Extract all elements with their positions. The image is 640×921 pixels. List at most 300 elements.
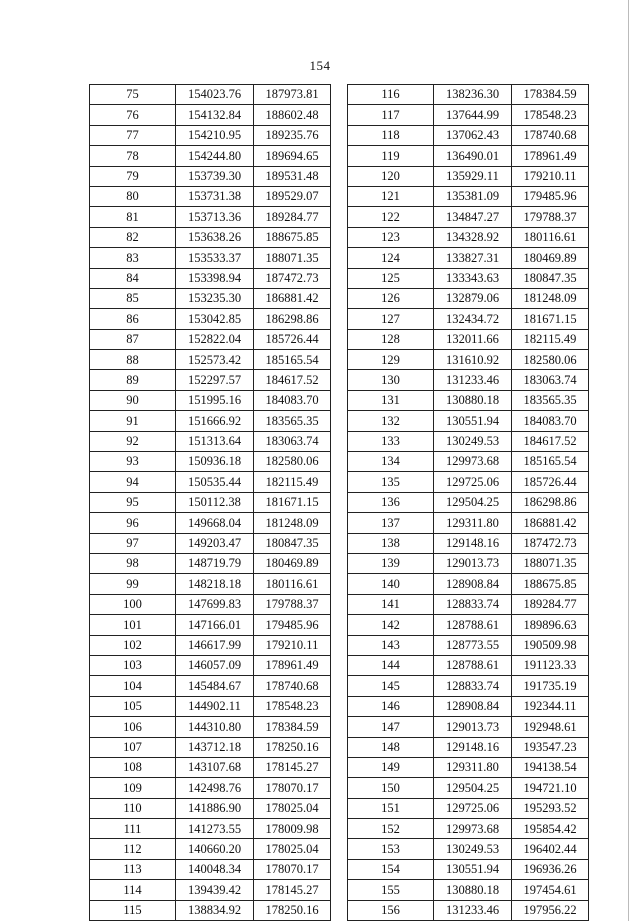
point-number-cell: 105 xyxy=(90,696,176,716)
table-row xyxy=(348,390,589,410)
table-row xyxy=(348,737,589,757)
point-number-cell: 108 xyxy=(90,757,176,777)
table-row xyxy=(90,696,331,716)
point-number-cell: 113 xyxy=(90,859,176,879)
x-coordinate-cell: 153739.30 xyxy=(176,166,254,186)
y-coordinate-cell: 189235.76 xyxy=(254,125,331,145)
point-number-cell: 102 xyxy=(90,635,176,655)
point-number-cell: 136 xyxy=(348,492,434,512)
point-number-cell: 131 xyxy=(348,390,434,410)
point-number-cell: 123 xyxy=(348,227,434,247)
table-body-right xyxy=(348,85,589,921)
y-coordinate-cell: 188675.85 xyxy=(512,574,589,594)
table-row xyxy=(90,329,331,349)
table-row xyxy=(348,411,589,431)
x-coordinate-cell: 153638.26 xyxy=(176,227,254,247)
point-number-cell: 93 xyxy=(90,452,176,472)
point-number-cell: 106 xyxy=(90,717,176,737)
point-number-cell: 141 xyxy=(348,594,434,614)
x-coordinate-cell: 147699.83 xyxy=(176,594,254,614)
table-row xyxy=(90,452,331,472)
y-coordinate-cell: 190509.98 xyxy=(512,635,589,655)
x-coordinate-cell: 149668.04 xyxy=(176,513,254,533)
y-coordinate-cell: 178961.49 xyxy=(512,146,589,166)
y-coordinate-cell: 186881.42 xyxy=(512,513,589,533)
y-coordinate-cell: 182580.06 xyxy=(254,452,331,472)
y-coordinate-cell: 193547.23 xyxy=(512,737,589,757)
table-row xyxy=(90,676,331,696)
point-number-cell: 122 xyxy=(348,207,434,227)
table-row xyxy=(348,859,589,879)
x-coordinate-cell: 128908.84 xyxy=(434,696,512,716)
coordinate-table-right xyxy=(347,84,589,921)
y-coordinate-cell: 189284.77 xyxy=(512,594,589,614)
point-number-cell: 143 xyxy=(348,635,434,655)
point-number-cell: 84 xyxy=(90,268,176,288)
table-row xyxy=(90,574,331,594)
table-body-left xyxy=(90,85,331,921)
x-coordinate-cell: 129148.16 xyxy=(434,737,512,757)
point-number-cell: 156 xyxy=(348,900,434,920)
point-number-cell: 78 xyxy=(90,146,176,166)
x-coordinate-cell: 151995.16 xyxy=(176,390,254,410)
table-row xyxy=(90,513,331,533)
table-row xyxy=(348,227,589,247)
point-number-cell: 128 xyxy=(348,329,434,349)
y-coordinate-cell: 184617.52 xyxy=(512,431,589,451)
x-coordinate-cell: 131610.92 xyxy=(434,350,512,370)
y-coordinate-cell: 189896.63 xyxy=(512,615,589,635)
x-coordinate-cell: 139439.42 xyxy=(176,880,254,900)
table-row xyxy=(348,329,589,349)
y-coordinate-cell: 181671.15 xyxy=(512,309,589,329)
table-row xyxy=(348,513,589,533)
y-coordinate-cell: 180469.89 xyxy=(254,553,331,573)
table-row xyxy=(90,594,331,614)
y-coordinate-cell: 181248.09 xyxy=(254,513,331,533)
point-number-cell: 142 xyxy=(348,615,434,635)
x-coordinate-cell: 129504.25 xyxy=(434,778,512,798)
x-coordinate-cell: 129973.68 xyxy=(434,452,512,472)
y-coordinate-cell: 181671.15 xyxy=(254,492,331,512)
y-coordinate-cell: 188602.48 xyxy=(254,105,331,125)
table-row xyxy=(348,431,589,451)
x-coordinate-cell: 143712.18 xyxy=(176,737,254,757)
y-coordinate-cell: 182580.06 xyxy=(512,350,589,370)
x-coordinate-cell: 154210.95 xyxy=(176,125,254,145)
point-number-cell: 148 xyxy=(348,737,434,757)
y-coordinate-cell: 180116.61 xyxy=(512,227,589,247)
table-row xyxy=(348,350,589,370)
y-coordinate-cell: 181248.09 xyxy=(512,288,589,308)
point-number-cell: 80 xyxy=(90,186,176,206)
table-row xyxy=(90,553,331,573)
y-coordinate-cell: 183565.35 xyxy=(512,390,589,410)
table-row xyxy=(90,350,331,370)
y-coordinate-cell: 186298.86 xyxy=(512,492,589,512)
x-coordinate-cell: 130249.53 xyxy=(434,431,512,451)
x-coordinate-cell: 153398.94 xyxy=(176,268,254,288)
table-row xyxy=(90,268,331,288)
y-coordinate-cell: 185726.44 xyxy=(512,472,589,492)
x-coordinate-cell: 133343.63 xyxy=(434,268,512,288)
y-coordinate-cell: 185165.54 xyxy=(254,350,331,370)
table-row xyxy=(90,146,331,166)
page-edge-divider xyxy=(628,0,629,921)
point-number-cell: 138 xyxy=(348,533,434,553)
y-coordinate-cell: 178070.17 xyxy=(254,859,331,879)
y-coordinate-cell: 187973.81 xyxy=(254,85,331,105)
point-number-cell: 120 xyxy=(348,166,434,186)
point-number-cell: 91 xyxy=(90,411,176,431)
table-row xyxy=(348,472,589,492)
point-number-cell: 88 xyxy=(90,350,176,370)
x-coordinate-cell: 135381.09 xyxy=(434,186,512,206)
x-coordinate-cell: 130551.94 xyxy=(434,859,512,879)
table-row xyxy=(90,227,331,247)
table-row xyxy=(90,655,331,675)
x-coordinate-cell: 144902.11 xyxy=(176,696,254,716)
point-number-cell: 144 xyxy=(348,655,434,675)
x-coordinate-cell: 129311.80 xyxy=(434,513,512,533)
x-coordinate-cell: 143107.68 xyxy=(176,757,254,777)
x-coordinate-cell: 135929.11 xyxy=(434,166,512,186)
table-row xyxy=(90,105,331,125)
y-coordinate-cell: 195293.52 xyxy=(512,798,589,818)
x-coordinate-cell: 153042.85 xyxy=(176,309,254,329)
x-coordinate-cell: 148719.79 xyxy=(176,553,254,573)
y-coordinate-cell: 178740.68 xyxy=(512,125,589,145)
y-coordinate-cell: 179210.11 xyxy=(512,166,589,186)
y-coordinate-cell: 178740.68 xyxy=(254,676,331,696)
point-number-cell: 139 xyxy=(348,553,434,573)
x-coordinate-cell: 153713.36 xyxy=(176,207,254,227)
y-coordinate-cell: 179788.37 xyxy=(254,594,331,614)
point-number-cell: 111 xyxy=(90,819,176,839)
table-row xyxy=(348,268,589,288)
x-coordinate-cell: 148218.18 xyxy=(176,574,254,594)
x-coordinate-cell: 153731.38 xyxy=(176,186,254,206)
y-coordinate-cell: 187472.73 xyxy=(512,533,589,553)
table-row xyxy=(90,370,331,390)
table-row xyxy=(348,880,589,900)
table-row xyxy=(90,778,331,798)
table-row xyxy=(348,452,589,472)
x-coordinate-cell: 152822.04 xyxy=(176,329,254,349)
point-number-cell: 151 xyxy=(348,798,434,818)
point-number-cell: 96 xyxy=(90,513,176,533)
point-number-cell: 135 xyxy=(348,472,434,492)
point-number-cell: 81 xyxy=(90,207,176,227)
point-number-cell: 86 xyxy=(90,309,176,329)
point-number-cell: 129 xyxy=(348,350,434,370)
table-row xyxy=(348,839,589,859)
x-coordinate-cell: 145484.67 xyxy=(176,676,254,696)
table-row xyxy=(348,105,589,125)
x-coordinate-cell: 146057.09 xyxy=(176,655,254,675)
x-coordinate-cell: 129725.06 xyxy=(434,798,512,818)
table-row xyxy=(90,880,331,900)
page-number: 154 xyxy=(309,58,331,73)
table-row xyxy=(348,615,589,635)
x-coordinate-cell: 130880.18 xyxy=(434,880,512,900)
point-number-cell: 90 xyxy=(90,390,176,410)
y-coordinate-cell: 179485.96 xyxy=(254,615,331,635)
point-number-cell: 125 xyxy=(348,268,434,288)
y-coordinate-cell: 186298.86 xyxy=(254,309,331,329)
y-coordinate-cell: 189529.07 xyxy=(254,186,331,206)
point-number-cell: 97 xyxy=(90,533,176,553)
x-coordinate-cell: 130880.18 xyxy=(434,390,512,410)
point-number-cell: 127 xyxy=(348,309,434,329)
x-coordinate-cell: 138834.92 xyxy=(176,900,254,920)
point-number-cell: 100 xyxy=(90,594,176,614)
table-row xyxy=(348,594,589,614)
table-row xyxy=(90,819,331,839)
y-coordinate-cell: 183063.74 xyxy=(254,431,331,451)
table-row xyxy=(90,207,331,227)
y-coordinate-cell: 178961.49 xyxy=(254,655,331,675)
y-coordinate-cell: 180469.89 xyxy=(512,248,589,268)
x-coordinate-cell: 152297.57 xyxy=(176,370,254,390)
point-number-cell: 150 xyxy=(348,778,434,798)
y-coordinate-cell: 182115.49 xyxy=(254,472,331,492)
y-coordinate-cell: 180847.35 xyxy=(254,533,331,553)
point-number-cell: 103 xyxy=(90,655,176,675)
point-number-cell: 119 xyxy=(348,146,434,166)
y-coordinate-cell: 180847.35 xyxy=(512,268,589,288)
point-number-cell: 112 xyxy=(90,839,176,859)
point-number-cell: 118 xyxy=(348,125,434,145)
y-coordinate-cell: 185726.44 xyxy=(254,329,331,349)
y-coordinate-cell: 184083.70 xyxy=(254,390,331,410)
y-coordinate-cell: 178070.17 xyxy=(254,778,331,798)
point-number-cell: 82 xyxy=(90,227,176,247)
y-coordinate-cell: 188675.85 xyxy=(254,227,331,247)
point-number-cell: 99 xyxy=(90,574,176,594)
coordinate-table-left xyxy=(89,84,331,921)
table-row xyxy=(90,411,331,431)
x-coordinate-cell: 150936.18 xyxy=(176,452,254,472)
point-number-cell: 89 xyxy=(90,370,176,390)
x-coordinate-cell: 136490.01 xyxy=(434,146,512,166)
table-row xyxy=(90,492,331,512)
x-coordinate-cell: 129504.25 xyxy=(434,492,512,512)
x-coordinate-cell: 153533.37 xyxy=(176,248,254,268)
table-row xyxy=(348,166,589,186)
x-coordinate-cell: 130551.94 xyxy=(434,411,512,431)
y-coordinate-cell: 178009.98 xyxy=(254,819,331,839)
y-coordinate-cell: 178145.27 xyxy=(254,880,331,900)
table-row xyxy=(90,737,331,757)
y-coordinate-cell: 194721.10 xyxy=(512,778,589,798)
x-coordinate-cell: 146617.99 xyxy=(176,635,254,655)
table-row xyxy=(348,309,589,329)
x-coordinate-cell: 129725.06 xyxy=(434,472,512,492)
table-row xyxy=(348,635,589,655)
point-number-cell: 154 xyxy=(348,859,434,879)
y-coordinate-cell: 188071.35 xyxy=(512,553,589,573)
table-row xyxy=(90,757,331,777)
point-number-cell: 107 xyxy=(90,737,176,757)
table-row xyxy=(90,900,331,920)
point-number-cell: 76 xyxy=(90,105,176,125)
x-coordinate-cell: 154023.76 xyxy=(176,85,254,105)
x-coordinate-cell: 132434.72 xyxy=(434,309,512,329)
table-row xyxy=(90,798,331,818)
table-row xyxy=(348,655,589,675)
x-coordinate-cell: 128788.61 xyxy=(434,655,512,675)
x-coordinate-cell: 129148.16 xyxy=(434,533,512,553)
y-coordinate-cell: 179485.96 xyxy=(512,186,589,206)
point-number-cell: 75 xyxy=(90,85,176,105)
x-coordinate-cell: 128908.84 xyxy=(434,574,512,594)
y-coordinate-cell: 180116.61 xyxy=(254,574,331,594)
x-coordinate-cell: 141273.55 xyxy=(176,819,254,839)
x-coordinate-cell: 140660.20 xyxy=(176,839,254,859)
point-number-cell: 92 xyxy=(90,431,176,451)
point-number-cell: 98 xyxy=(90,553,176,573)
point-number-cell: 152 xyxy=(348,819,434,839)
point-number-cell: 121 xyxy=(348,186,434,206)
x-coordinate-cell: 137644.99 xyxy=(434,105,512,125)
y-coordinate-cell: 191735.19 xyxy=(512,676,589,696)
table-row xyxy=(90,533,331,553)
table-row xyxy=(90,166,331,186)
table-row xyxy=(90,635,331,655)
x-coordinate-cell: 138236.30 xyxy=(434,85,512,105)
table-row xyxy=(90,186,331,206)
table-row xyxy=(348,288,589,308)
y-coordinate-cell: 179210.11 xyxy=(254,635,331,655)
table-row xyxy=(348,574,589,594)
y-coordinate-cell: 179788.37 xyxy=(512,207,589,227)
point-number-cell: 94 xyxy=(90,472,176,492)
point-number-cell: 77 xyxy=(90,125,176,145)
point-number-cell: 149 xyxy=(348,757,434,777)
x-coordinate-cell: 144310.80 xyxy=(176,717,254,737)
table-row xyxy=(90,85,331,105)
table-row xyxy=(348,778,589,798)
table-row xyxy=(348,757,589,777)
table-row xyxy=(348,717,589,737)
table-row xyxy=(348,125,589,145)
x-coordinate-cell: 151313.64 xyxy=(176,431,254,451)
y-coordinate-cell: 189694.65 xyxy=(254,146,331,166)
y-coordinate-cell: 184083.70 xyxy=(512,411,589,431)
table-row xyxy=(348,553,589,573)
y-coordinate-cell: 184617.52 xyxy=(254,370,331,390)
y-coordinate-cell: 194138.54 xyxy=(512,757,589,777)
x-coordinate-cell: 128788.61 xyxy=(434,615,512,635)
point-number-cell: 116 xyxy=(348,85,434,105)
table-row xyxy=(90,859,331,879)
x-coordinate-cell: 147166.01 xyxy=(176,615,254,635)
x-coordinate-cell: 128833.74 xyxy=(434,594,512,614)
x-coordinate-cell: 128773.55 xyxy=(434,635,512,655)
x-coordinate-cell: 134328.92 xyxy=(434,227,512,247)
y-coordinate-cell: 196402.44 xyxy=(512,839,589,859)
x-coordinate-cell: 137062.43 xyxy=(434,125,512,145)
y-coordinate-cell: 178548.23 xyxy=(254,696,331,716)
y-coordinate-cell: 188071.35 xyxy=(254,248,331,268)
y-coordinate-cell: 178145.27 xyxy=(254,757,331,777)
y-coordinate-cell: 196936.26 xyxy=(512,859,589,879)
table-row xyxy=(90,839,331,859)
x-coordinate-cell: 154132.84 xyxy=(176,105,254,125)
x-coordinate-cell: 129311.80 xyxy=(434,757,512,777)
y-coordinate-cell: 191123.33 xyxy=(512,655,589,675)
table-row xyxy=(348,900,589,920)
y-coordinate-cell: 192344.11 xyxy=(512,696,589,716)
x-coordinate-cell: 152573.42 xyxy=(176,350,254,370)
point-number-cell: 126 xyxy=(348,288,434,308)
table-row xyxy=(348,696,589,716)
y-coordinate-cell: 183565.35 xyxy=(254,411,331,431)
x-coordinate-cell: 150112.38 xyxy=(176,492,254,512)
y-coordinate-cell: 186881.42 xyxy=(254,288,331,308)
point-number-cell: 124 xyxy=(348,248,434,268)
table-row xyxy=(348,370,589,390)
y-coordinate-cell: 178548.23 xyxy=(512,105,589,125)
y-coordinate-cell: 178025.04 xyxy=(254,839,331,859)
point-number-cell: 104 xyxy=(90,676,176,696)
y-coordinate-cell: 182115.49 xyxy=(512,329,589,349)
table-row xyxy=(348,186,589,206)
table-row xyxy=(90,431,331,451)
point-number-cell: 115 xyxy=(90,900,176,920)
point-number-cell: 83 xyxy=(90,248,176,268)
x-coordinate-cell: 130249.53 xyxy=(434,839,512,859)
point-number-cell: 110 xyxy=(90,798,176,818)
y-coordinate-cell: 189531.48 xyxy=(254,166,331,186)
x-coordinate-cell: 142498.76 xyxy=(176,778,254,798)
x-coordinate-cell: 141886.90 xyxy=(176,798,254,818)
x-coordinate-cell: 150535.44 xyxy=(176,472,254,492)
y-coordinate-cell: 192948.61 xyxy=(512,717,589,737)
x-coordinate-cell: 132879.06 xyxy=(434,288,512,308)
table-row xyxy=(90,248,331,268)
table-row xyxy=(348,492,589,512)
x-coordinate-cell: 151666.92 xyxy=(176,411,254,431)
point-number-cell: 79 xyxy=(90,166,176,186)
x-coordinate-cell: 129973.68 xyxy=(434,819,512,839)
table-row xyxy=(348,85,589,105)
point-number-cell: 133 xyxy=(348,431,434,451)
y-coordinate-cell: 189284.77 xyxy=(254,207,331,227)
table-row xyxy=(90,125,331,145)
table-row xyxy=(348,819,589,839)
table-row xyxy=(90,288,331,308)
x-coordinate-cell: 153235.30 xyxy=(176,288,254,308)
y-coordinate-cell: 178384.59 xyxy=(254,717,331,737)
point-number-cell: 145 xyxy=(348,676,434,696)
x-coordinate-cell: 133827.31 xyxy=(434,248,512,268)
y-coordinate-cell: 178384.59 xyxy=(512,85,589,105)
table-row xyxy=(348,146,589,166)
x-coordinate-cell: 131233.46 xyxy=(434,370,512,390)
point-number-cell: 95 xyxy=(90,492,176,512)
y-coordinate-cell: 178250.16 xyxy=(254,900,331,920)
x-coordinate-cell: 140048.34 xyxy=(176,859,254,879)
point-number-cell: 87 xyxy=(90,329,176,349)
point-number-cell: 146 xyxy=(348,696,434,716)
y-coordinate-cell: 185165.54 xyxy=(512,452,589,472)
y-coordinate-cell: 197956.22 xyxy=(512,900,589,920)
table-row xyxy=(90,472,331,492)
y-coordinate-cell: 187472.73 xyxy=(254,268,331,288)
table-row xyxy=(348,533,589,553)
